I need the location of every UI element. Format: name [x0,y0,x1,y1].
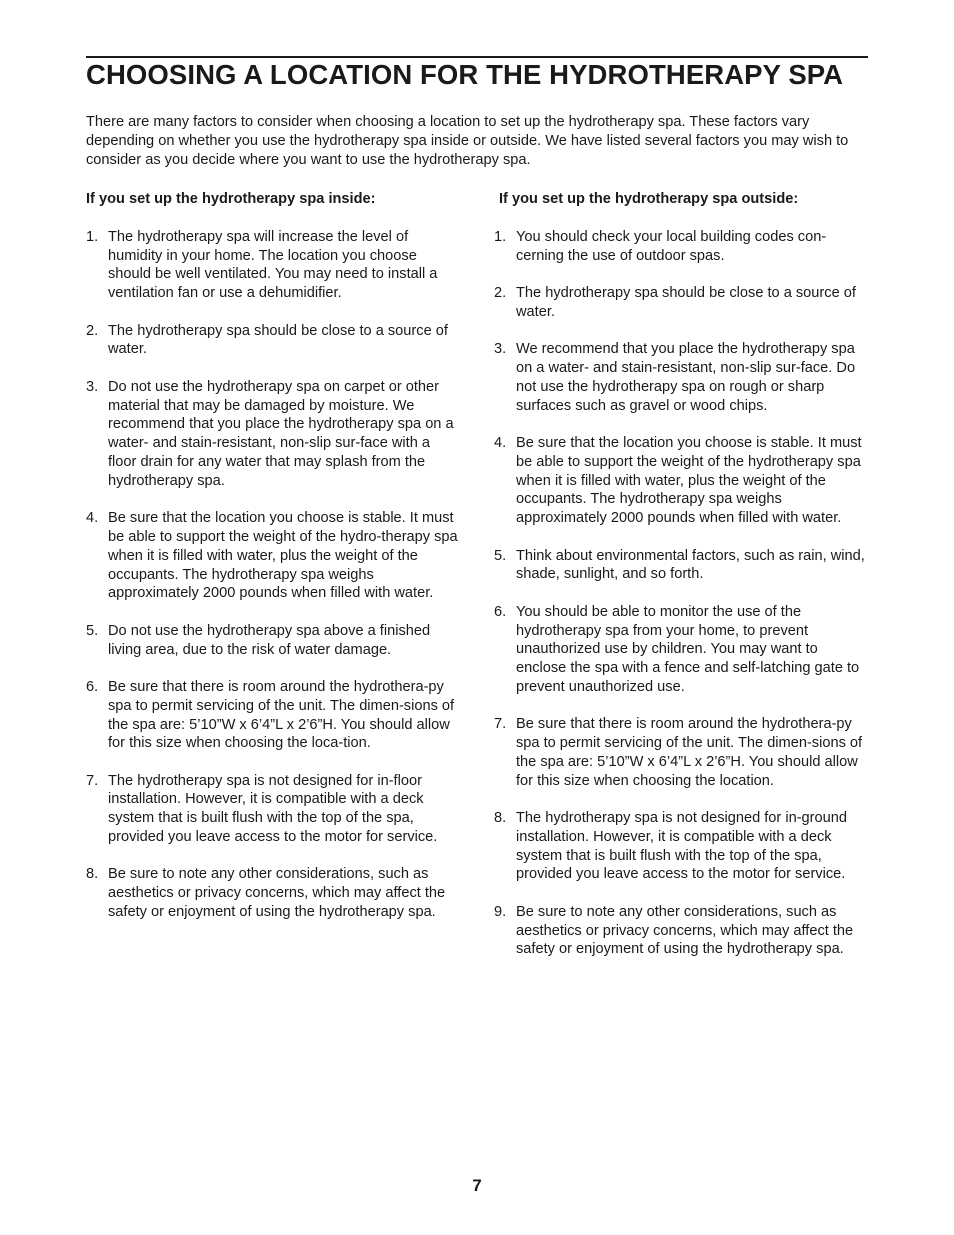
item-number: 4. [86,510,99,527]
item-text: Be sure that the location you choose is stable. It must be able to support the weight of the hydro-therapy spa when it is filled with water, plus the weight of the occupants. The hydrotherapy spa weighs approximately 2000 pounds when filled with water. [108,510,458,602]
list-item [494,603,870,697]
item-number: 5. [494,547,507,564]
item-text: The hydrotherapy spa should be close to a source of water. [108,322,448,358]
item-text: The hydrotherapy spa will increase the level of humidity in your home. The location you choose should be well ventilated. You may need to install a ventilation fan or use a dehumidifier. [108,228,438,302]
item-number: 2. [86,322,99,339]
list-item [494,284,870,322]
list-item [86,509,462,603]
inside-heading: If you set up the hydrotherapy spa inside: [86,191,376,207]
list-item [86,322,462,360]
item-number: 6. [494,603,507,620]
item-text: The hydrotherapy spa should be close to a source of water. [516,284,856,320]
item-number: 8. [86,866,99,883]
outside-column [494,190,870,978]
item-text: You should check your local building codes con-cerning the use of outdoor spas. [516,228,827,264]
item-number: 4. [494,434,507,451]
list-item [494,903,870,959]
item-number: 9. [494,903,507,920]
item-number: 3. [494,341,507,358]
list-item [86,865,462,921]
item-text: We recommend that you place the hydrotherapy spa on a water- and stain-resistant, non-slip sur-face. Do not use the hydrotherapy spa on rough or sharp surfaces such as gravel or wood chips. [516,341,856,414]
intro-paragraph: There are many factors to consider when choosing a location to set up the hydrotherapy spa. These factors vary depending on whether you use the hydrotherapy spa inside or outside. We have listed several factors you may wish to consider as you decide where you want to use the hydrotherapy spa. [86,114,849,168]
item-number: 2. [494,284,507,301]
list-item [494,228,870,266]
item-text: The hydrotherapy spa is not designed for in-ground installation. However, it is compatible with a deck system that is built flush with the top of the spa, provided you leave access to the motor for service. [516,810,847,883]
inside-column [86,190,462,940]
item-number: 7. [86,772,99,789]
item-text: Be sure that the location you choose is stable. It must be able to support the weight of the hydrotherapy spa when it is filled with water, plus the weight of the occupants. The hydrotherapy spa weighs approximately 2000 pounds when filled with water. [516,434,862,527]
item-text: The hydrotherapy spa is not designed for in-floor installation. However, it is compatible with a deck system that is built flush with the top of the spa, provided you leave access to the motor for service. [108,772,438,846]
item-number: 1. [494,228,507,245]
item-text: Be sure that there is room around the hydrothera-py spa to permit servicing of the unit. The dimen-sions of the spa are: 5’10”W x 6’4”L x 2’6”H. You should allow for this size when choosing the loca-tion. [108,678,455,752]
list-item [86,228,462,303]
item-text: You should be able to monitor the use of the hydrotherapy spa from your home, to prevent unauthorized use by children. You may want to enclose the spa with a fence and self-latching gate to prevent unauthorized use. [516,603,860,695]
item-number: 1. [86,228,99,245]
outside-heading: If you set up the hydrotherapy spa outside: [499,191,799,207]
item-text: Do not use the hydrotherapy spa above a finished living area, due to the risk of water damage. [108,622,431,658]
item-text: Be sure that there is room around the hydrothera-py spa to permit servicing of the unit. The dimen-sions of the spa are: 5’10”W x 6’4”L x 2’6”H. You should allow for this size when choosing the location. [516,716,863,789]
item-number: 8. [494,810,507,827]
list-item [86,378,462,491]
list-item [494,715,870,790]
item-text: Do not use the hydrotherapy spa on carpet or other material that may be damaged by moisture. We recommend that you place the hydrotherapy spa on a water- and stain-resistant, non-slip sur-face with a floor drain for any water that may splash from the hydrotherapy spa. [108,378,454,489]
page-number: 7 [472,1176,482,1195]
outside-list [494,228,870,959]
item-number: 3. [86,378,99,395]
inside-list [86,228,462,922]
list-item [494,340,870,415]
item-text: Be sure to note any other considerations, such as aesthetics or privacy concerns, which may affect the safety or enjoyment of using the hydrotherapy spa. [516,903,854,958]
list-item [494,809,870,884]
page-title: CHOOSING A LOCATION FOR THE HYDROTHERAPY SPA [86,59,844,90]
item-number: 7. [494,716,507,733]
list-item [494,434,870,528]
item-text: Think about environmental factors, such as rain, wind, shade, sunlight, and so forth. [516,547,865,583]
list-item [86,678,462,753]
list-item [86,772,462,847]
item-text: Be sure to note any other considerations, such as aesthetics or privacy concerns, which may affect the safety or enjoyment of using the hydrotherapy spa. [108,866,446,921]
list-item [494,547,870,585]
item-number: 5. [86,622,99,639]
list-item [86,622,462,660]
item-number: 6. [86,678,99,695]
